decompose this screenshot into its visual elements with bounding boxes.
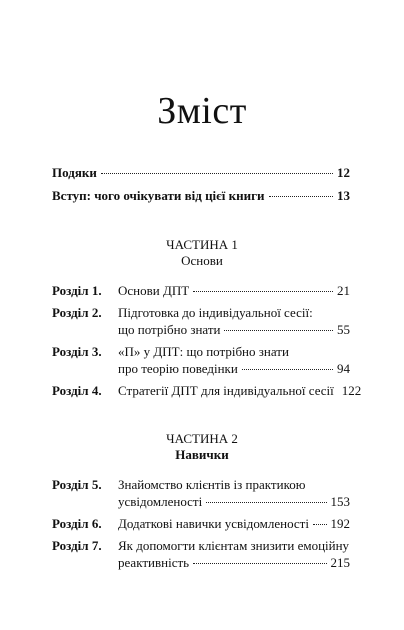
- part-1-heading: ЧАСТИНА 1: [166, 237, 238, 252]
- chapter-number: Розділ 1.: [52, 283, 102, 298]
- chapter-title-line: Знайомство клієнтів із практикою: [118, 477, 306, 492]
- chapter-page: 122: [341, 383, 362, 398]
- toc-entry-label: Вступ: чого очікувати від цієї книги: [52, 188, 265, 203]
- chapter-title-line: Підготовка до індивідуальної сесії:: [118, 305, 313, 320]
- chapter-number: Розділ 2.: [52, 305, 102, 320]
- part-2-subtitle: Навички: [175, 447, 229, 462]
- toc-chapter-3[interactable]: [52, 343, 350, 377]
- chapter-title-line: Основи ДПТ: [118, 283, 190, 298]
- toc-entry-page: 12: [337, 165, 350, 180]
- chapter-page: 21: [337, 283, 350, 298]
- dot-leader: [242, 369, 333, 370]
- toc-entry-page: 13: [337, 188, 350, 203]
- chapter-title-line: «П» у ДПТ: що потрібно знати: [118, 344, 289, 359]
- chapter-number: Розділ 3.: [52, 344, 102, 359]
- dot-leader: [101, 173, 333, 174]
- toc-entry-introduction[interactable]: [52, 188, 350, 204]
- chapter-title-line: що потрібно знати: [118, 322, 221, 337]
- chapter-title-line: Додаткові навички усвідомленості: [118, 516, 309, 531]
- chapter-number: Розділ 5.: [52, 477, 102, 492]
- dot-leader: [193, 563, 326, 564]
- dot-leader: [206, 502, 326, 503]
- toc-chapter-2[interactable]: [52, 304, 350, 338]
- part-1-subtitle: Основи: [181, 253, 223, 268]
- dot-leader: [269, 196, 333, 197]
- dot-leader: [193, 291, 333, 292]
- part-2-heading: ЧАСТИНА 2: [166, 431, 238, 446]
- chapter-page: 153: [330, 494, 350, 509]
- chapter-page: 215: [330, 555, 350, 570]
- chapter-title-line: про теорію поведінки: [118, 361, 238, 376]
- chapter-number: Розділ 6.: [52, 516, 102, 531]
- chapter-title-line: реактивність: [118, 555, 190, 570]
- toc-chapter-5[interactable]: [52, 476, 350, 510]
- chapter-number: Розділ 4.: [52, 383, 102, 398]
- chapter-page: 55: [337, 322, 350, 337]
- toc-entry-label: Подяки: [52, 165, 97, 180]
- chapter-title-line: Як допомогти клієнтам знизити емоційну: [118, 538, 350, 553]
- page-title: Зміст: [157, 90, 247, 133]
- dot-leader: [224, 330, 333, 331]
- chapter-title-line: усвідомленості: [118, 494, 203, 509]
- chapter-page: 192: [330, 516, 350, 531]
- toc-entry-acknowledgements[interactable]: [52, 165, 350, 181]
- chapter-title-line: Стратегії ДПТ для індивідуальної сесії: [118, 383, 334, 398]
- dot-leader: [313, 524, 327, 525]
- chapter-number: Розділ 7.: [52, 538, 102, 553]
- toc-chapter-7[interactable]: [52, 537, 350, 571]
- chapter-page: 94: [337, 361, 350, 376]
